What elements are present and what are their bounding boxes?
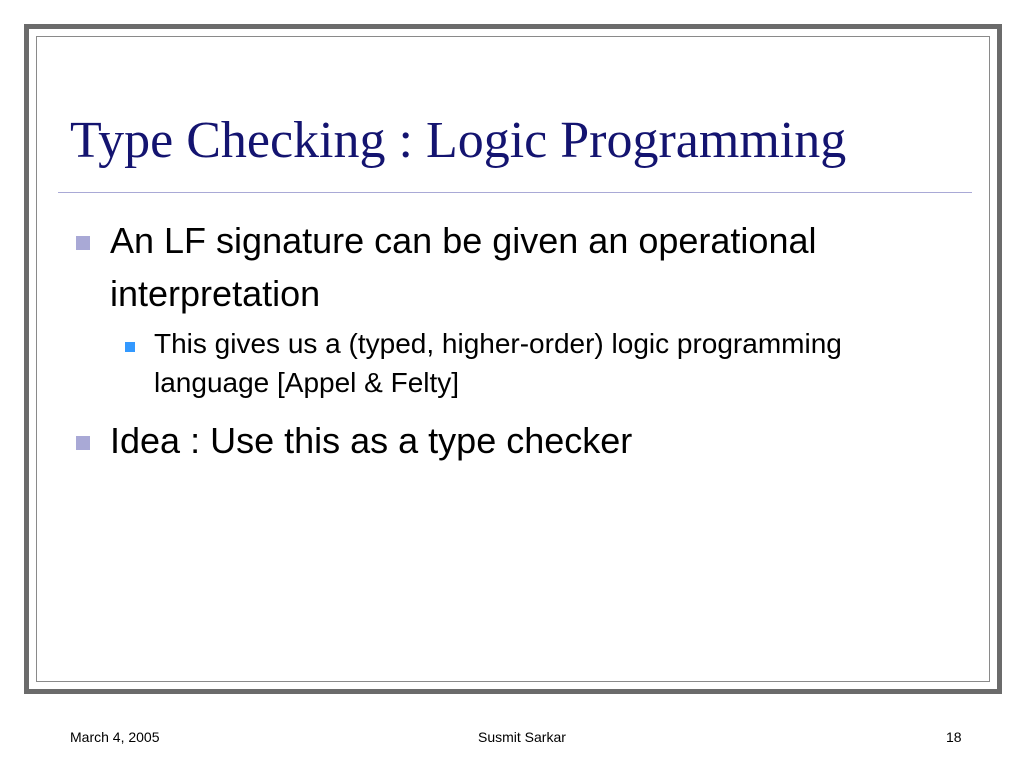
- bullet-item: [70, 214, 950, 402]
- square-bullet-icon: [76, 236, 90, 250]
- bullet-text: Idea : Use this as a type checker: [110, 420, 633, 461]
- slide-title: Type Checking : Logic Programming: [70, 112, 847, 169]
- sub-bullet-item: [110, 324, 950, 402]
- square-bullet-icon: [76, 436, 90, 450]
- title-divider: [58, 192, 972, 193]
- bullet-text: An LF signature can be given an operational interpretation: [110, 220, 817, 314]
- footer-date: March 4, 2005: [70, 729, 160, 745]
- footer-author: Susmit Sarkar: [478, 729, 566, 745]
- bullet-list: [70, 214, 950, 471]
- sub-bullet-list: [110, 324, 950, 402]
- bullet-item: [70, 414, 950, 467]
- sub-bullet-text: This gives us a (typed, higher-order) logic programming language [Appel & Felty]: [154, 328, 842, 398]
- square-bullet-icon: [125, 342, 135, 352]
- slide-number: 18: [946, 729, 962, 745]
